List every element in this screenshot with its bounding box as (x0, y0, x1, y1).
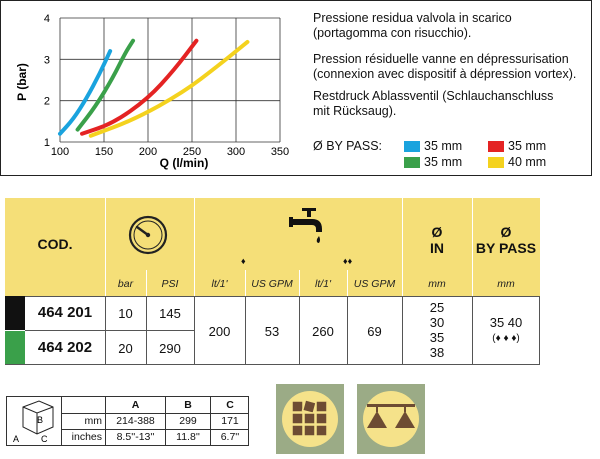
pressure-flow-chart (4, 4, 304, 176)
in-symbol: Ø (431, 224, 443, 240)
dim-c-inches: 6.7'' (220, 431, 240, 443)
unit-lt1: lt/1' (211, 278, 228, 290)
dim-unit-inches: inches (71, 431, 102, 443)
chart-ticks (44, 13, 289, 158)
bypass-value: 35 40 (489, 315, 523, 330)
legend-swatch-red (488, 141, 504, 152)
description-french (313, 52, 576, 82)
chart-series (60, 41, 247, 136)
unit-bar: bar (117, 278, 134, 290)
spec-table (5, 198, 540, 365)
diamond-single: ♦ (241, 256, 246, 266)
flow2-lt: 260 (312, 324, 334, 339)
ceiling-lamps-icon (357, 384, 425, 454)
description-german (313, 89, 553, 119)
flow2-gpm: 69 (367, 324, 382, 339)
legend-swatch-blue (404, 141, 420, 152)
lamp-icon-tile (357, 384, 425, 454)
legend-item-red (488, 139, 546, 153)
legend-swatch-yellow (488, 157, 504, 168)
dim-c-mm: 171 (221, 415, 239, 427)
box-label-c: C (41, 434, 48, 444)
dim-b-mm: 299 (179, 415, 197, 427)
legend-title-text: Ø BY PASS: (313, 139, 383, 153)
pressure-psi: 145 (159, 306, 181, 321)
dim-a-mm: 214-388 (116, 415, 155, 427)
bypass-diameters (472, 315, 540, 347)
description-italian (313, 11, 512, 41)
pressure-bar: 20 (118, 341, 133, 356)
y-tick-label: 1 (43, 137, 50, 149)
row-color-swatch-green (5, 331, 25, 364)
desc-fr-line2: (connexion avec dispositif à dépression vortex). (313, 67, 577, 81)
unit-psi: PSI (161, 278, 179, 290)
desc-it-line2: (portagomma con risucchio). (313, 26, 472, 40)
chart-grid (60, 18, 280, 142)
x-tick-label: 300 (226, 146, 246, 158)
in-label: IN (430, 240, 444, 256)
x-tick-label: 150 (94, 146, 114, 158)
unit-bypass-mm: mm (497, 278, 515, 290)
legend-label: 35 mm (508, 139, 547, 153)
dim-b-inches: 11.8'' (176, 431, 200, 443)
desc-de-line2: mit Rücksaug). (313, 104, 397, 118)
in-value: 38 (429, 345, 445, 360)
legend-label: 35 mm (424, 139, 463, 153)
bypass-header (472, 224, 540, 256)
x-tick-label: 250 (182, 146, 202, 158)
bypass-note: (♦ ♦ ♦) (492, 333, 520, 344)
legend-title (313, 139, 382, 153)
x-axis-label: Q (l/min) (159, 156, 209, 170)
in-value: 35 (429, 330, 445, 345)
y-tick-label: 3 (43, 54, 50, 67)
dim-a-inches: 8.5''-13'' (116, 431, 155, 443)
bypass-symbol: Ø (500, 224, 512, 240)
dim-header-b: B (184, 399, 192, 411)
product-code: 464 201 (37, 304, 93, 321)
cod-header: COD. (37, 236, 73, 252)
in-header (402, 224, 472, 256)
desc-de-line1: Restdruck Ablassventil (Schlauchanschluss (313, 89, 554, 103)
pallet-icon-tile (276, 384, 344, 454)
y-tick-label: 2 (43, 95, 50, 108)
boxes-pallet-icon (276, 384, 344, 454)
unit-lt2: lt/1' (314, 278, 331, 290)
dim-unit-mm: mm (84, 415, 102, 427)
x-tick-label: 350 (270, 146, 290, 158)
row-color-swatch-black (5, 296, 25, 330)
diamond-double: ♦♦ (343, 256, 353, 266)
x-tick-label: 200 (138, 146, 158, 158)
legend-label: 35 mm (424, 155, 463, 169)
dim-header-a: A (131, 399, 140, 411)
in-value: 25 (429, 300, 445, 315)
flow1-lt: 200 (208, 324, 231, 339)
water-tap-icon (288, 204, 334, 250)
series-line-2 (82, 41, 196, 134)
x-tick-label: 100 (50, 146, 70, 158)
in-value: 30 (429, 315, 445, 330)
dimension-box-icon (9, 399, 61, 444)
desc-fr-line1: Pression résiduelle vanne en dépressurisation (313, 52, 569, 66)
in-diameters (402, 300, 472, 360)
box-label-a: A (13, 434, 20, 444)
unit-in-mm: mm (428, 278, 446, 290)
legend-item-green (404, 155, 462, 169)
desc-it-line1: Pressione residua valvola in scarico (313, 11, 512, 25)
legend-item-blue (404, 139, 462, 153)
unit-usgpm2: US GPM (353, 278, 396, 290)
product-code: 464 202 (37, 339, 93, 356)
y-tick-label: 4 (43, 13, 50, 25)
unit-usgpm1: US GPM (251, 278, 293, 290)
flow1-gpm: 53 (264, 324, 280, 339)
legend-label: 40 mm (508, 155, 547, 169)
pressure-gauge-icon (125, 213, 171, 257)
dim-header-c: C (226, 399, 234, 411)
box-label-b: B (37, 415, 44, 425)
pressure-bar: 10 (118, 306, 133, 321)
y-axis-label: P (bar) (15, 63, 29, 101)
legend-swatch-green (404, 157, 420, 168)
dimensions-table (6, 396, 249, 446)
bypass-label: BY PASS (475, 240, 537, 256)
legend-item-yellow (488, 155, 546, 169)
pressure-psi: 290 (159, 341, 181, 356)
